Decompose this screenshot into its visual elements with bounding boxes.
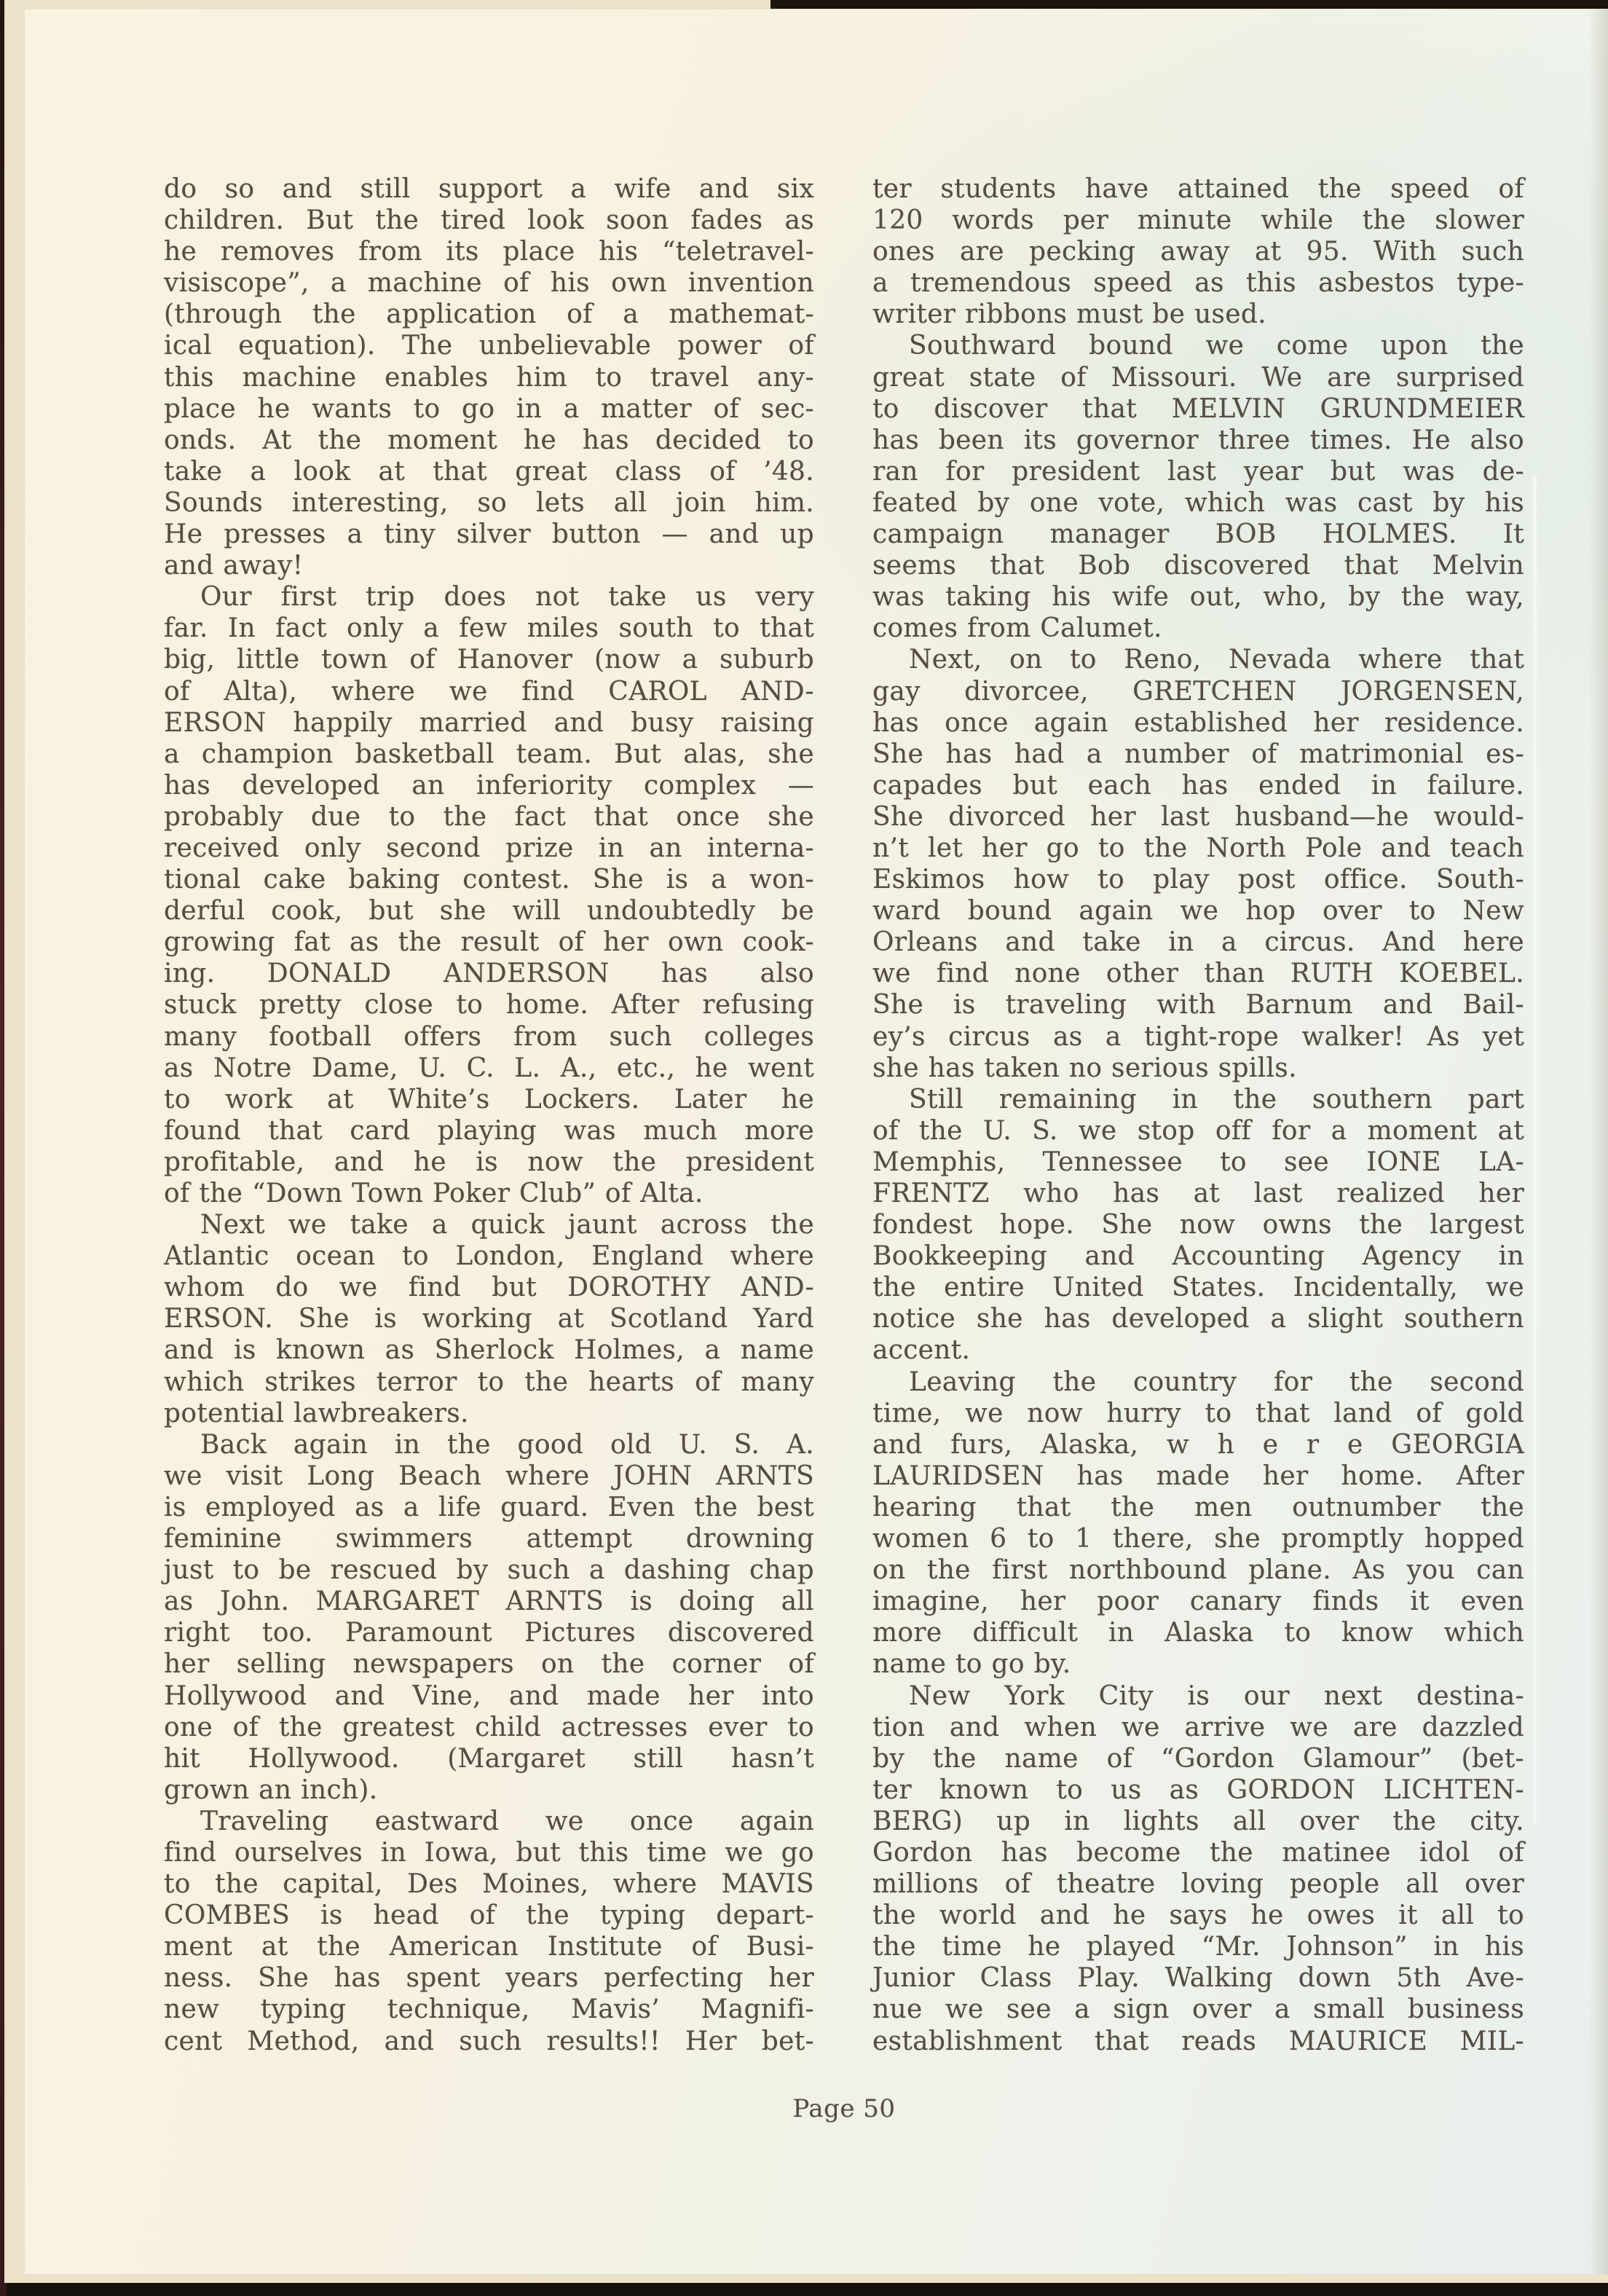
text-line: Bookkeeping and Accounting Agency in bbox=[872, 1241, 1524, 1272]
text-column-right bbox=[872, 173, 1524, 2057]
text-line: ness. She has spent years perfecting her bbox=[164, 1963, 814, 1994]
text-line: 120 words per minute while the slower bbox=[872, 205, 1524, 236]
text-line: ey’s circus as a tight-rope walker! As yet bbox=[872, 1021, 1524, 1052]
paragraph bbox=[164, 1429, 814, 1806]
text-line: potential lawbreakers. bbox=[164, 1398, 469, 1428]
text-line: ical equation). The unbelievable power of bbox=[164, 331, 814, 361]
text-line: millions of theatre loving people all over bbox=[872, 1869, 1524, 1900]
page-crease bbox=[1534, 476, 1536, 1823]
text-line: gay divorcee, GRETCHEN JORGENSEN, bbox=[872, 676, 1524, 707]
text-line: feated by one vote, which was cast by his bbox=[872, 487, 1524, 518]
text-line: visiscope”, a machine of his own invention bbox=[164, 268, 814, 299]
text-line: ter known to us as GORDON LICHTEN- bbox=[872, 1774, 1524, 1805]
text-line: growing fat as the result of her own cook- bbox=[164, 927, 814, 958]
text-line: and away! bbox=[164, 551, 304, 581]
text-line: hearing that the men outnumber the bbox=[872, 1492, 1524, 1522]
text-line: children. But the tired look soon fades as bbox=[164, 205, 814, 236]
text-line: as Notre Dame, U. C. L. A., etc., he went bbox=[164, 1053, 814, 1083]
text-line: to discover that MELVIN GRUNDMEIER bbox=[872, 393, 1524, 424]
text-line: big, little town of Hanover (now a suburb bbox=[164, 645, 814, 675]
text-line: nue we see a sign over a small business bbox=[872, 1994, 1524, 2025]
text-line: ran for president last year but was de- bbox=[872, 456, 1524, 487]
paragraph bbox=[872, 1367, 1524, 1680]
text-line: the time he played “Mr. Johnson” in his bbox=[872, 1932, 1524, 1962]
paragraph bbox=[164, 173, 814, 581]
text-line: imagine, her poor canary finds it even bbox=[872, 1587, 1524, 1617]
text-line: the entire United States. Incidentally, we bbox=[872, 1273, 1524, 1303]
text-line: great state of Missouri. We are surprised bbox=[872, 362, 1524, 393]
text-line: Back again in the good old U. S. A. bbox=[200, 1429, 814, 1460]
text-line: Hollywood and Vine, and made her into bbox=[164, 1680, 814, 1711]
text-line: Sounds interesting, so lets all join him. bbox=[164, 487, 814, 518]
text-line: She divorced her last husband—he would- bbox=[872, 801, 1524, 832]
text-line: derful cook, but she will undoubtedly be bbox=[164, 896, 814, 927]
text-line: Junior Class Play. Walking down 5th Ave- bbox=[872, 1963, 1524, 1994]
text-line: of the “Down Town Poker Club” of Alta. bbox=[164, 1179, 704, 1208]
text-line: n’t let her go to the North Pole and teach bbox=[872, 833, 1524, 863]
text-line: time, we now hurry to that land of gold bbox=[872, 1398, 1524, 1428]
text-line: writer ribbons must be used. bbox=[872, 299, 1266, 330]
text-line: which strikes terror to the hearts of many bbox=[164, 1367, 814, 1397]
text-line: LAURIDSEN has made her home. After bbox=[872, 1460, 1524, 1491]
page-paper bbox=[25, 9, 1608, 2274]
text-line: this machine enables him to travel any- bbox=[164, 362, 814, 393]
text-line: comes from Calumet. bbox=[872, 613, 1162, 644]
text-line: New York City is our next destina- bbox=[909, 1680, 1524, 1711]
text-line: (through the application of a mathemat- bbox=[164, 299, 814, 330]
text-line: ERSON. She is working at Scotland Yard bbox=[164, 1304, 814, 1334]
text-line: Next, on to Reno, Nevada where that bbox=[909, 645, 1524, 675]
text-line: Our first trip does not take us very bbox=[200, 582, 814, 613]
text-line: of Alta), where we find CAROL AND- bbox=[164, 676, 814, 707]
paragraph bbox=[164, 1209, 814, 1429]
text-column-left bbox=[164, 173, 814, 2057]
text-line: Leaving the country for the second bbox=[909, 1367, 1524, 1397]
text-line: name to go by. bbox=[872, 1649, 1071, 1680]
text-line: cent Method, and such results!! Her bet- bbox=[164, 2026, 814, 2056]
text-line: more difficult in Alaska to know which bbox=[872, 1618, 1524, 1648]
text-line: right too. Paramount Pictures discovered bbox=[164, 1618, 814, 1648]
text-line: ter students have attained the speed of bbox=[872, 174, 1524, 204]
text-line: Eskimos how to play post office. South- bbox=[872, 865, 1524, 895]
text-line: the world and he says he owes it all to bbox=[872, 1900, 1524, 1931]
text-line: She is traveling with Barnum and Bail- bbox=[872, 990, 1524, 1021]
paragraph bbox=[164, 581, 814, 1209]
text-line: ment at the American Institute of Busi- bbox=[164, 1932, 814, 1962]
text-line: ones are pecking away at 95. With such bbox=[872, 237, 1524, 267]
text-line: has once again established her residence. bbox=[872, 707, 1524, 738]
text-line: women 6 to 1 there, she promptly hopped bbox=[872, 1524, 1524, 1554]
text-line: whom do we find but DOROTHY AND- bbox=[164, 1273, 814, 1303]
text-line: by the name of “Gordon Glamour” (bet- bbox=[872, 1743, 1524, 1774]
text-line: one of the greatest child actresses ever to bbox=[164, 1712, 814, 1742]
text-line: and furs, Alaska, w h e r e GEORGIA bbox=[872, 1429, 1524, 1460]
text-line: on the first northbound plane. As you can bbox=[872, 1555, 1524, 1586]
text-line: we visit Long Beach where JOHN ARNTS bbox=[164, 1460, 814, 1491]
text-line: of the U. S. we stop off for a moment at bbox=[872, 1115, 1524, 1146]
text-line: tional cake baking contest. She is a won- bbox=[164, 865, 814, 895]
text-line: ERSON happily married and busy raising bbox=[164, 707, 814, 738]
text-line: She has had a number of matrimonial es- bbox=[872, 739, 1524, 769]
text-line: feminine swimmers attempt drowning bbox=[164, 1524, 814, 1554]
text-line: ing. DONALD ANDERSON has also bbox=[164, 959, 814, 989]
paragraph bbox=[872, 330, 1524, 644]
text-line: He presses a tiny silver button — and up bbox=[164, 519, 814, 550]
text-line: notice she has developed a slight southern bbox=[872, 1304, 1524, 1334]
page-number: Page 50 bbox=[792, 2094, 896, 2123]
paragraph bbox=[872, 1680, 1524, 2057]
text-line: hit Hollywood. (Margaret still hasn’t bbox=[164, 1743, 814, 1774]
text-line: Orleans and take in a circus. And here bbox=[872, 927, 1524, 958]
text-line: a champion basketball team. But alas, she bbox=[164, 739, 814, 769]
text-line: seems that Bob discovered that Melvin bbox=[872, 551, 1524, 581]
text-line: he removes from its place his “teletravel- bbox=[164, 237, 814, 267]
paragraph bbox=[872, 644, 1524, 1083]
text-line: take a look at that great class of ’48. bbox=[164, 456, 814, 487]
text-line: Gordon has become the matinee idol of bbox=[872, 1837, 1524, 1868]
text-line: is employed as a life guard. Even the best bbox=[164, 1492, 814, 1522]
text-line: Still remaining in the southern part bbox=[909, 1084, 1524, 1114]
text-line: place he wants to go in a matter of sec- bbox=[164, 393, 814, 424]
text-line: and is known as Sherlock Holmes, a name bbox=[164, 1335, 814, 1366]
text-line: accent. bbox=[872, 1335, 971, 1366]
text-line: establishment that reads MAURICE MIL- bbox=[872, 2026, 1524, 2056]
paragraph bbox=[872, 173, 1524, 330]
text-line: Southward bound we come upon the bbox=[909, 331, 1524, 361]
text-line: to work at White’s Lockers. Later he bbox=[164, 1084, 814, 1114]
text-line: found that card playing was much more bbox=[164, 1115, 814, 1146]
text-line: Next we take a quick jaunt across the bbox=[200, 1210, 814, 1241]
text-line: new typing technique, Mavis’ Magnifi- bbox=[164, 1994, 814, 2025]
paragraph bbox=[164, 1806, 814, 2057]
text-line: capades but each has ended in failure. bbox=[872, 770, 1524, 801]
text-line: she has taken no serious spills. bbox=[872, 1053, 1297, 1083]
text-line: ward bound again we hop over to New bbox=[872, 896, 1524, 927]
text-line: many football offers from such colleges bbox=[164, 1021, 814, 1052]
text-line: a tremendous speed as this asbestos type- bbox=[872, 268, 1524, 299]
text-line: do so and still support a wife and six bbox=[164, 174, 814, 204]
text-line: onds. At the moment he has decided to bbox=[164, 425, 814, 455]
paragraph bbox=[872, 1084, 1524, 1367]
text-line: tion and when we arrive we are dazzled bbox=[872, 1712, 1524, 1742]
text-line: FRENTZ who has at last realized her bbox=[872, 1179, 1524, 1208]
text-line: just to be rescued by such a dashing chap bbox=[164, 1555, 814, 1586]
text-line: BERG) up in lights all over the city. bbox=[872, 1806, 1524, 1836]
scan-top-edge bbox=[770, 0, 1608, 9]
text-line: we find none other than RUTH KOEBEL. bbox=[872, 959, 1524, 989]
text-line: to the capital, Des Moines, where MAVIS bbox=[164, 1869, 814, 1900]
text-line: her selling newspapers on the corner of bbox=[164, 1649, 814, 1680]
text-line: campaign manager BOB HOLMES. It bbox=[872, 519, 1524, 550]
text-line: Traveling eastward we once again bbox=[200, 1806, 814, 1836]
text-line: Memphis, Tennessee to see IONE LA- bbox=[872, 1147, 1524, 1177]
text-line: has developed an inferiority complex — bbox=[164, 770, 814, 801]
text-line: COMBES is head of the typing depart- bbox=[164, 1900, 814, 1931]
text-line: grown an inch). bbox=[164, 1774, 378, 1805]
text-line: find ourselves in Iowa, but this time we go bbox=[164, 1837, 814, 1868]
text-line: probably due to the fact that once she bbox=[164, 801, 814, 832]
text-line: has been its governor three times. He also bbox=[872, 425, 1524, 455]
text-line: as John. MARGARET ARNTS is doing all bbox=[164, 1587, 814, 1617]
text-line: received only second prize in an interna- bbox=[164, 833, 814, 863]
text-block bbox=[164, 173, 1524, 2057]
text-line: stuck pretty close to home. After refusing bbox=[164, 990, 814, 1021]
text-line: was taking his wife out, who, by the way, bbox=[872, 582, 1524, 613]
text-line: Atlantic ocean to London, England where bbox=[164, 1241, 814, 1272]
text-line: profitable, and he is now the president bbox=[164, 1147, 814, 1177]
text-line: fondest hope. She now owns the largest bbox=[872, 1210, 1524, 1241]
text-line: far. In fact only a few miles south to that bbox=[164, 613, 814, 644]
